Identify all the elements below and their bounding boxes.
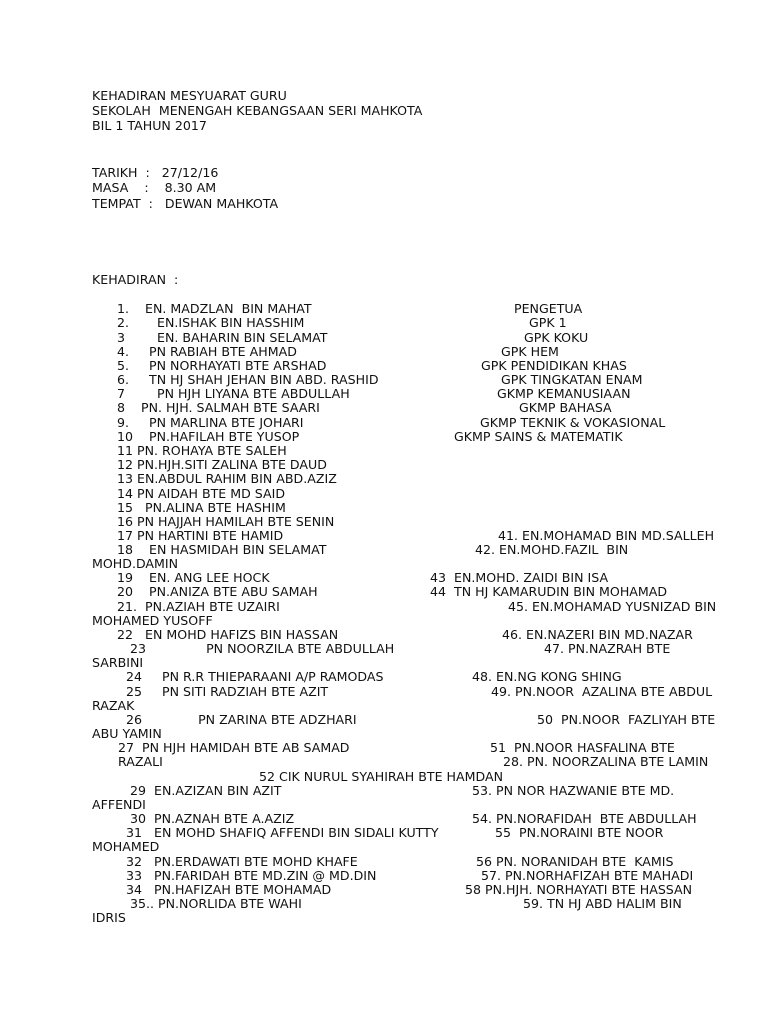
list-line: AFFENDI [92, 797, 146, 812]
list-line: 47. PN.NAZRAH BTE [544, 641, 671, 656]
list-line: 49. PN.NOOR AZALINA BTE ABDUL [491, 684, 713, 699]
list-line: 57. PN.NORHAFIZAH BTE MAHADI [481, 868, 694, 883]
school-name: SEKOLAH MENENGAH KEBANGSAAN SERI MAHKOTA [92, 103, 423, 118]
attendee-role: GKMP KEMANUSIAAN [497, 386, 631, 401]
attendee-role: GKMP TEKNIK & VOKASIONAL [480, 415, 666, 430]
list-line: MOHAMED YUSOFF [92, 613, 213, 628]
attendee-name: 8 PN. HJH. SALMAH BTE SAARI [117, 400, 320, 415]
attendee-role: GKMP BAHASA [519, 400, 612, 415]
list-line: 53. PN NOR HAZWANIE BTE MD. [472, 783, 675, 798]
list-line: 12 PN.HJH.SITI ZALINA BTE DAUD [117, 457, 327, 472]
list-line: IDRIS [92, 910, 126, 925]
list-line: 15 PN.ALINA BTE HASHIM [117, 500, 286, 515]
list-line: 56 PN. NORANIDAH BTE KAMIS [476, 854, 674, 869]
list-line: RAZAK [92, 698, 135, 713]
list-line: 45. EN.MOHAMAD YUSNIZAD BIN [508, 599, 717, 614]
list-line: 24 PN R.R THIEPARAANI A/P RAMODAS [126, 669, 384, 684]
list-line: 43 EN.MOHD. ZAIDI BIN ISA [430, 570, 609, 585]
list-line: 54. PN.NORAFIDAH BTE ABDULLAH [472, 811, 697, 826]
meeting-time: MASA : 8.30 AM [92, 180, 217, 195]
attendee-name: 2. EN.ISHAK BIN HASSHIM [117, 315, 305, 330]
list-line: MOHAMED [92, 839, 160, 854]
meeting-venue: TEMPAT : DEWAN MAHKOTA [92, 196, 279, 211]
list-line: 58 PN.HJH. NORHAYATI BTE HASSAN [465, 882, 693, 897]
list-line: 42. EN.MOHD.FAZIL BIN [475, 542, 629, 557]
session-label: BIL 1 TAHUN 2017 [92, 118, 207, 133]
attendee-role: GPK KOKU [524, 330, 589, 345]
attendee-role: GPK PENDIDIKAN KHAS [481, 358, 627, 373]
attendee-role: GPK TINGKATAN ENAM [501, 372, 643, 387]
list-line: 22 EN MOHD HAFIZS BIN HASSAN [117, 627, 339, 642]
list-line: 30 PN.AZNAH BTE A.AZIZ [130, 811, 295, 826]
list-line: RAZALI [118, 754, 163, 769]
attendee-name: 10 PN.HAFILAH BTE YUSOP [117, 429, 300, 444]
list-line: 28. PN. NOORZALINA BTE LAMIN [503, 754, 709, 769]
list-line: 50 PN.NOOR FAZLIYAH BTE [537, 712, 716, 727]
list-line: 52 CIK NURUL SYAHIRAH BTE HAMDAN [259, 769, 504, 784]
attendee-name: 3 EN. BAHARIN BIN SELAMAT [117, 330, 328, 345]
list-line: 21. PN.AZIAH BTE UZAIRI [117, 599, 280, 614]
list-line: 34 PN.HAFIZAH BTE MOHAMAD [126, 882, 332, 897]
attendee-role: GPK HEM [501, 344, 559, 359]
list-line: MOHD.DAMIN [92, 556, 179, 571]
list-line: 23 PN NOORZILA BTE ABDULLAH [130, 641, 395, 656]
attendee-name: 4. PN RABIAH BTE AHMAD [117, 344, 297, 359]
list-line: 14 PN AIDAH BTE MD SAID [117, 486, 286, 501]
meeting-date: TARIKH : 27/12/16 [92, 165, 219, 180]
list-line: 19 EN. ANG LEE HOCK [117, 570, 270, 585]
list-line: 18 EN HASMIDAH BIN SELAMAT [117, 542, 327, 557]
attendee-name: 5. PN NORHAYATI BTE ARSHAD [117, 358, 327, 373]
document-title: KEHADIRAN MESYUARAT GURU [92, 88, 287, 103]
list-line: 13 EN.ABDUL RAHIM BIN ABD.AZIZ [117, 471, 337, 486]
list-line: SARBINI [92, 655, 144, 670]
list-line: 29 EN.AZIZAN BIN AZIT [130, 783, 282, 798]
list-line: 55 PN.NORAINI BTE NOOR [495, 825, 664, 840]
list-line: 51 PN.NOOR HASFALINA BTE [490, 740, 675, 755]
list-line: 35.. PN.NORLIDA BTE WAHI [130, 896, 302, 911]
list-line: 26 PN ZARINA BTE ADZHARI [126, 712, 357, 727]
list-line: 16 PN HAJJAH HAMILAH BTE SENIN [117, 514, 335, 529]
attendance-label: KEHADIRAN : [92, 272, 179, 287]
list-line: 27 PN HJH HAMIDAH BTE AB SAMAD [118, 740, 350, 755]
attendee-role: GKMP SAINS & MATEMATIK [454, 429, 623, 444]
list-line: 32 PN.ERDAWATI BTE MOHD KHAFE [126, 854, 358, 869]
list-line: ABU YAMIN [92, 726, 162, 741]
list-line: 25 PN SITI RADZIAH BTE AZIT [126, 684, 329, 699]
list-line: 31 EN MOHD SHAFIQ AFFENDI BIN SIDALI KUTTY [126, 825, 439, 840]
list-line: 20 PN.ANIZA BTE ABU SAMAH [117, 584, 318, 599]
list-line: 59. TN HJ ABD HALIM BIN [523, 896, 682, 911]
attendee-name: 6. TN HJ SHAH JEHAN BIN ABD. RASHID [117, 372, 379, 387]
list-line: 46. EN.NAZERI BIN MD.NAZAR [502, 627, 693, 642]
list-line: 11 PN. ROHAYA BTE SALEH [117, 443, 287, 458]
attendee-role: GPK 1 [529, 315, 567, 330]
attendee-name: 7 PN HJH LIYANA BTE ABDULLAH [117, 386, 350, 401]
attendee-role: PENGETUA [514, 301, 583, 316]
list-line: 17 PN HARTINI BTE HAMID [117, 528, 284, 543]
attendee-name: 9. PN MARLINA BTE JOHARI [117, 415, 304, 430]
list-line: 44 TN HJ KAMARUDIN BIN MOHAMAD [430, 584, 668, 599]
list-line: 33 PN.FARIDAH BTE MD.ZIN @ MD.DIN [126, 868, 377, 883]
list-line: 48. EN.NG KONG SHING [472, 669, 622, 684]
list-line: 41. EN.MOHAMAD BIN MD.SALLEH [498, 528, 715, 543]
attendee-name: 1. EN. MADZLAN BIN MAHAT [117, 301, 312, 316]
